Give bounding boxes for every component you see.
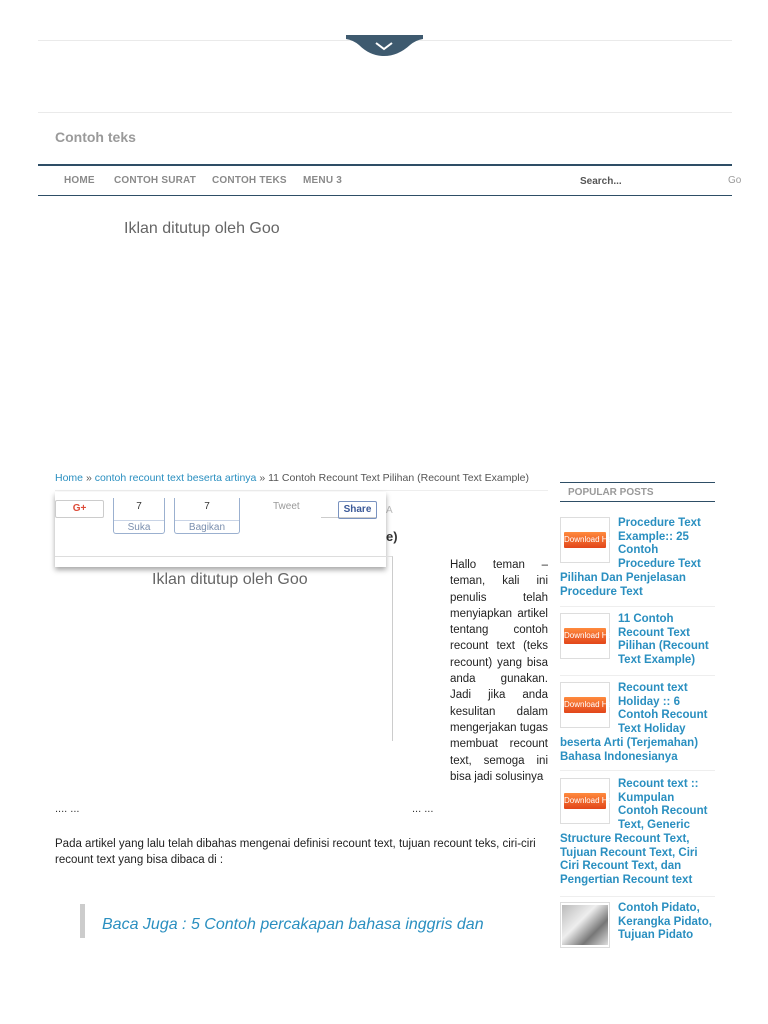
nav-item-home[interactable]: HOME [64, 175, 95, 186]
popular-post-title[interactable]: Recount text :: Kumpulan Contoh Recount Text, Generic Structure Recount Text, Tujuan Recount Text, Ciri Ciri Recount Text, dan Pengertian Recount text [560, 778, 708, 886]
breadcrumb-current: 11 Contoh Recount Text Pilihan (Recount Text Example) [268, 472, 529, 484]
baca-juga-link[interactable]: Baca Juga : 5 Contoh percakapan bahasa inggris dan [102, 916, 484, 933]
header-divider [38, 112, 732, 113]
like-label: Suka [114, 520, 164, 533]
search-input[interactable] [576, 171, 704, 191]
title-fragment: e) [386, 529, 398, 544]
search-go-button[interactable]: Go [728, 175, 742, 186]
popular-post-item[interactable] [560, 902, 715, 942]
post-photo-image [562, 905, 608, 945]
ellipsis-left: .... ... [55, 803, 80, 815]
post-thumbnail[interactable] [560, 613, 620, 659]
post-thumbnail[interactable] [560, 682, 620, 728]
main-nav [38, 164, 742, 196]
like-button[interactable] [113, 498, 165, 534]
download-here-image: Download Here [564, 532, 606, 548]
share-button[interactable]: Share [338, 501, 377, 519]
google-plus-button[interactable]: G+ [55, 500, 104, 518]
tweet-button[interactable]: Tweet [273, 501, 300, 512]
download-here-image: Download Here [564, 628, 606, 644]
download-here-image: Download Here [564, 793, 606, 809]
breadcrumb-category-link[interactable]: contoh recount text beserta artinya [94, 472, 257, 484]
popular-posts-title: POPULAR POSTS [568, 487, 654, 498]
post-divider [560, 896, 715, 897]
like-count: 7 [136, 501, 142, 512]
ellipsis-right: ... ... [412, 803, 434, 815]
nav-item-contoh-surat[interactable]: CONTOH SURAT [114, 175, 197, 186]
post-thumbnail[interactable] [560, 902, 610, 948]
title-fragment: A [386, 505, 393, 516]
breadcrumb [55, 472, 548, 484]
share-count: 7 [204, 501, 210, 512]
popular-post-item[interactable] [560, 778, 715, 888]
post-divider [560, 770, 715, 771]
download-here-image: Download Here [564, 697, 606, 713]
article-paragraph: Pada artikel yang lalu telah dibahas mengenai definisi recount text, tujuan recount teks, ciri-ciri recount text yang bisa dibaca di : [55, 838, 536, 866]
breadcrumb-separator: » [259, 472, 266, 484]
nav-item-menu-3[interactable]: MENU 3 [303, 175, 342, 186]
baca-juga-quote [80, 904, 555, 938]
post-thumbnail[interactable] [560, 778, 620, 824]
facebook-share-button[interactable] [174, 498, 240, 534]
chevron-down-icon[interactable] [346, 35, 423, 57]
post-divider [560, 606, 715, 607]
post-divider [560, 675, 715, 676]
popular-post-title[interactable]: Procedure Text Example:: 25 Contoh Procedure Text Pilihan Dan Penjelasan Procedure Text [560, 517, 701, 598]
popular-post-item[interactable] [560, 613, 715, 668]
ad-closed-banner-top: Iklan ditutup oleh Goo [124, 220, 280, 237]
post-thumbnail[interactable] [560, 517, 620, 563]
ad-closed-banner-inline: Iklan ditutup oleh Goo [152, 571, 308, 588]
breadcrumb-home-link[interactable]: Home [55, 472, 84, 484]
popular-post-item[interactable] [560, 517, 715, 599]
share-label: Bagikan [175, 520, 239, 533]
header-toggle[interactable] [346, 35, 423, 57]
breadcrumb-divider [55, 490, 548, 491]
popular-post-title[interactable]: Recount text Holiday :: 6 Contoh Recount Text Holiday beserta Arti (Terjemahan) Bahasa Indonesianya [560, 682, 708, 763]
nav-item-contoh-teks[interactable]: CONTOH TEKS [212, 175, 287, 186]
breadcrumb-separator: » [85, 472, 92, 484]
popular-post-title[interactable]: 11 Contoh Recount Text Pilihan (Recount Text Example) [618, 613, 709, 667]
popular-post-item[interactable] [560, 682, 715, 764]
popular-posts-heading [560, 482, 715, 502]
site-title[interactable]: Contoh teks [55, 129, 136, 145]
article-intro: Hallo teman – teman, kali ini penulis telah menyiapkan artikel tentang contoh recount text (teks recount) yang bisa anda gunakan. Jadi jika anda kesulitan dalam mengerjakan tugas membuat recount text, semoga ini bisa jadi solusinya [450, 559, 548, 783]
popular-post-title[interactable]: Contoh Pidato, Kerangka Pidato, Tujuan Pidato [618, 902, 712, 942]
